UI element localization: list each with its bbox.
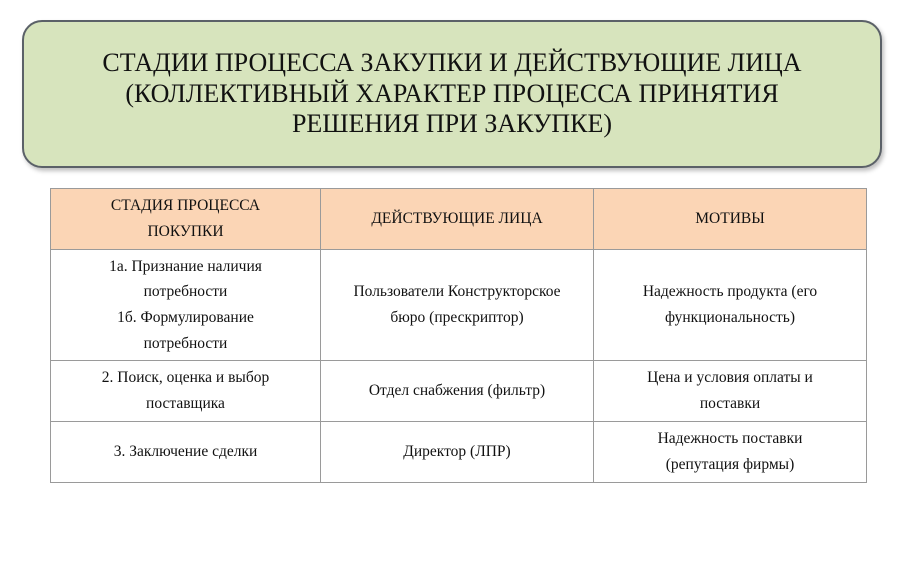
- table-row: [51, 361, 867, 422]
- header-motives: МОТИВЫ: [594, 189, 867, 250]
- motives-cell: Надежность продукта (его функциональность): [594, 250, 867, 361]
- motives-cell: Надежность поставки (репутация фирмы): [594, 422, 867, 483]
- stage-cell: 1а. Признание наличия потребности 1б. Формулирование потребности: [51, 250, 321, 361]
- actors-cell: Отдел снабжения (фильтр): [321, 361, 594, 422]
- table-header-row: [51, 189, 867, 250]
- motives-cell: Цена и условия оплаты и поставки: [594, 361, 867, 422]
- purchase-stages-table: [50, 188, 867, 483]
- actors-cell: Пользователи Конструкторское бюро (прескриптор): [321, 250, 594, 361]
- stage-cell: 3. Заключение сделки: [51, 422, 321, 483]
- actors-cell: Директор (ЛПР): [321, 422, 594, 483]
- table-row: [51, 422, 867, 483]
- title-banner: [22, 20, 882, 168]
- table-row: [51, 250, 867, 361]
- stage-cell: 2. Поиск, оценка и выбор поставщика: [51, 361, 321, 422]
- page-title: СТАДИИ ПРОЦЕССА ЗАКУПКИ И ДЕЙСТВУЮЩИЕ ЛИЦА (КОЛЛЕКТИВНЫЙ ХАРАКТЕР ПРОЦЕССА ПРИНЯТИЯ РЕШЕНИЯ ПРИ ЗАКУПКЕ): [102, 47, 802, 139]
- header-stage: СТАДИЯ ПРОЦЕССА ПОКУПКИ: [51, 189, 321, 250]
- header-actors: ДЕЙСТВУЮЩИЕ ЛИЦА: [321, 189, 594, 250]
